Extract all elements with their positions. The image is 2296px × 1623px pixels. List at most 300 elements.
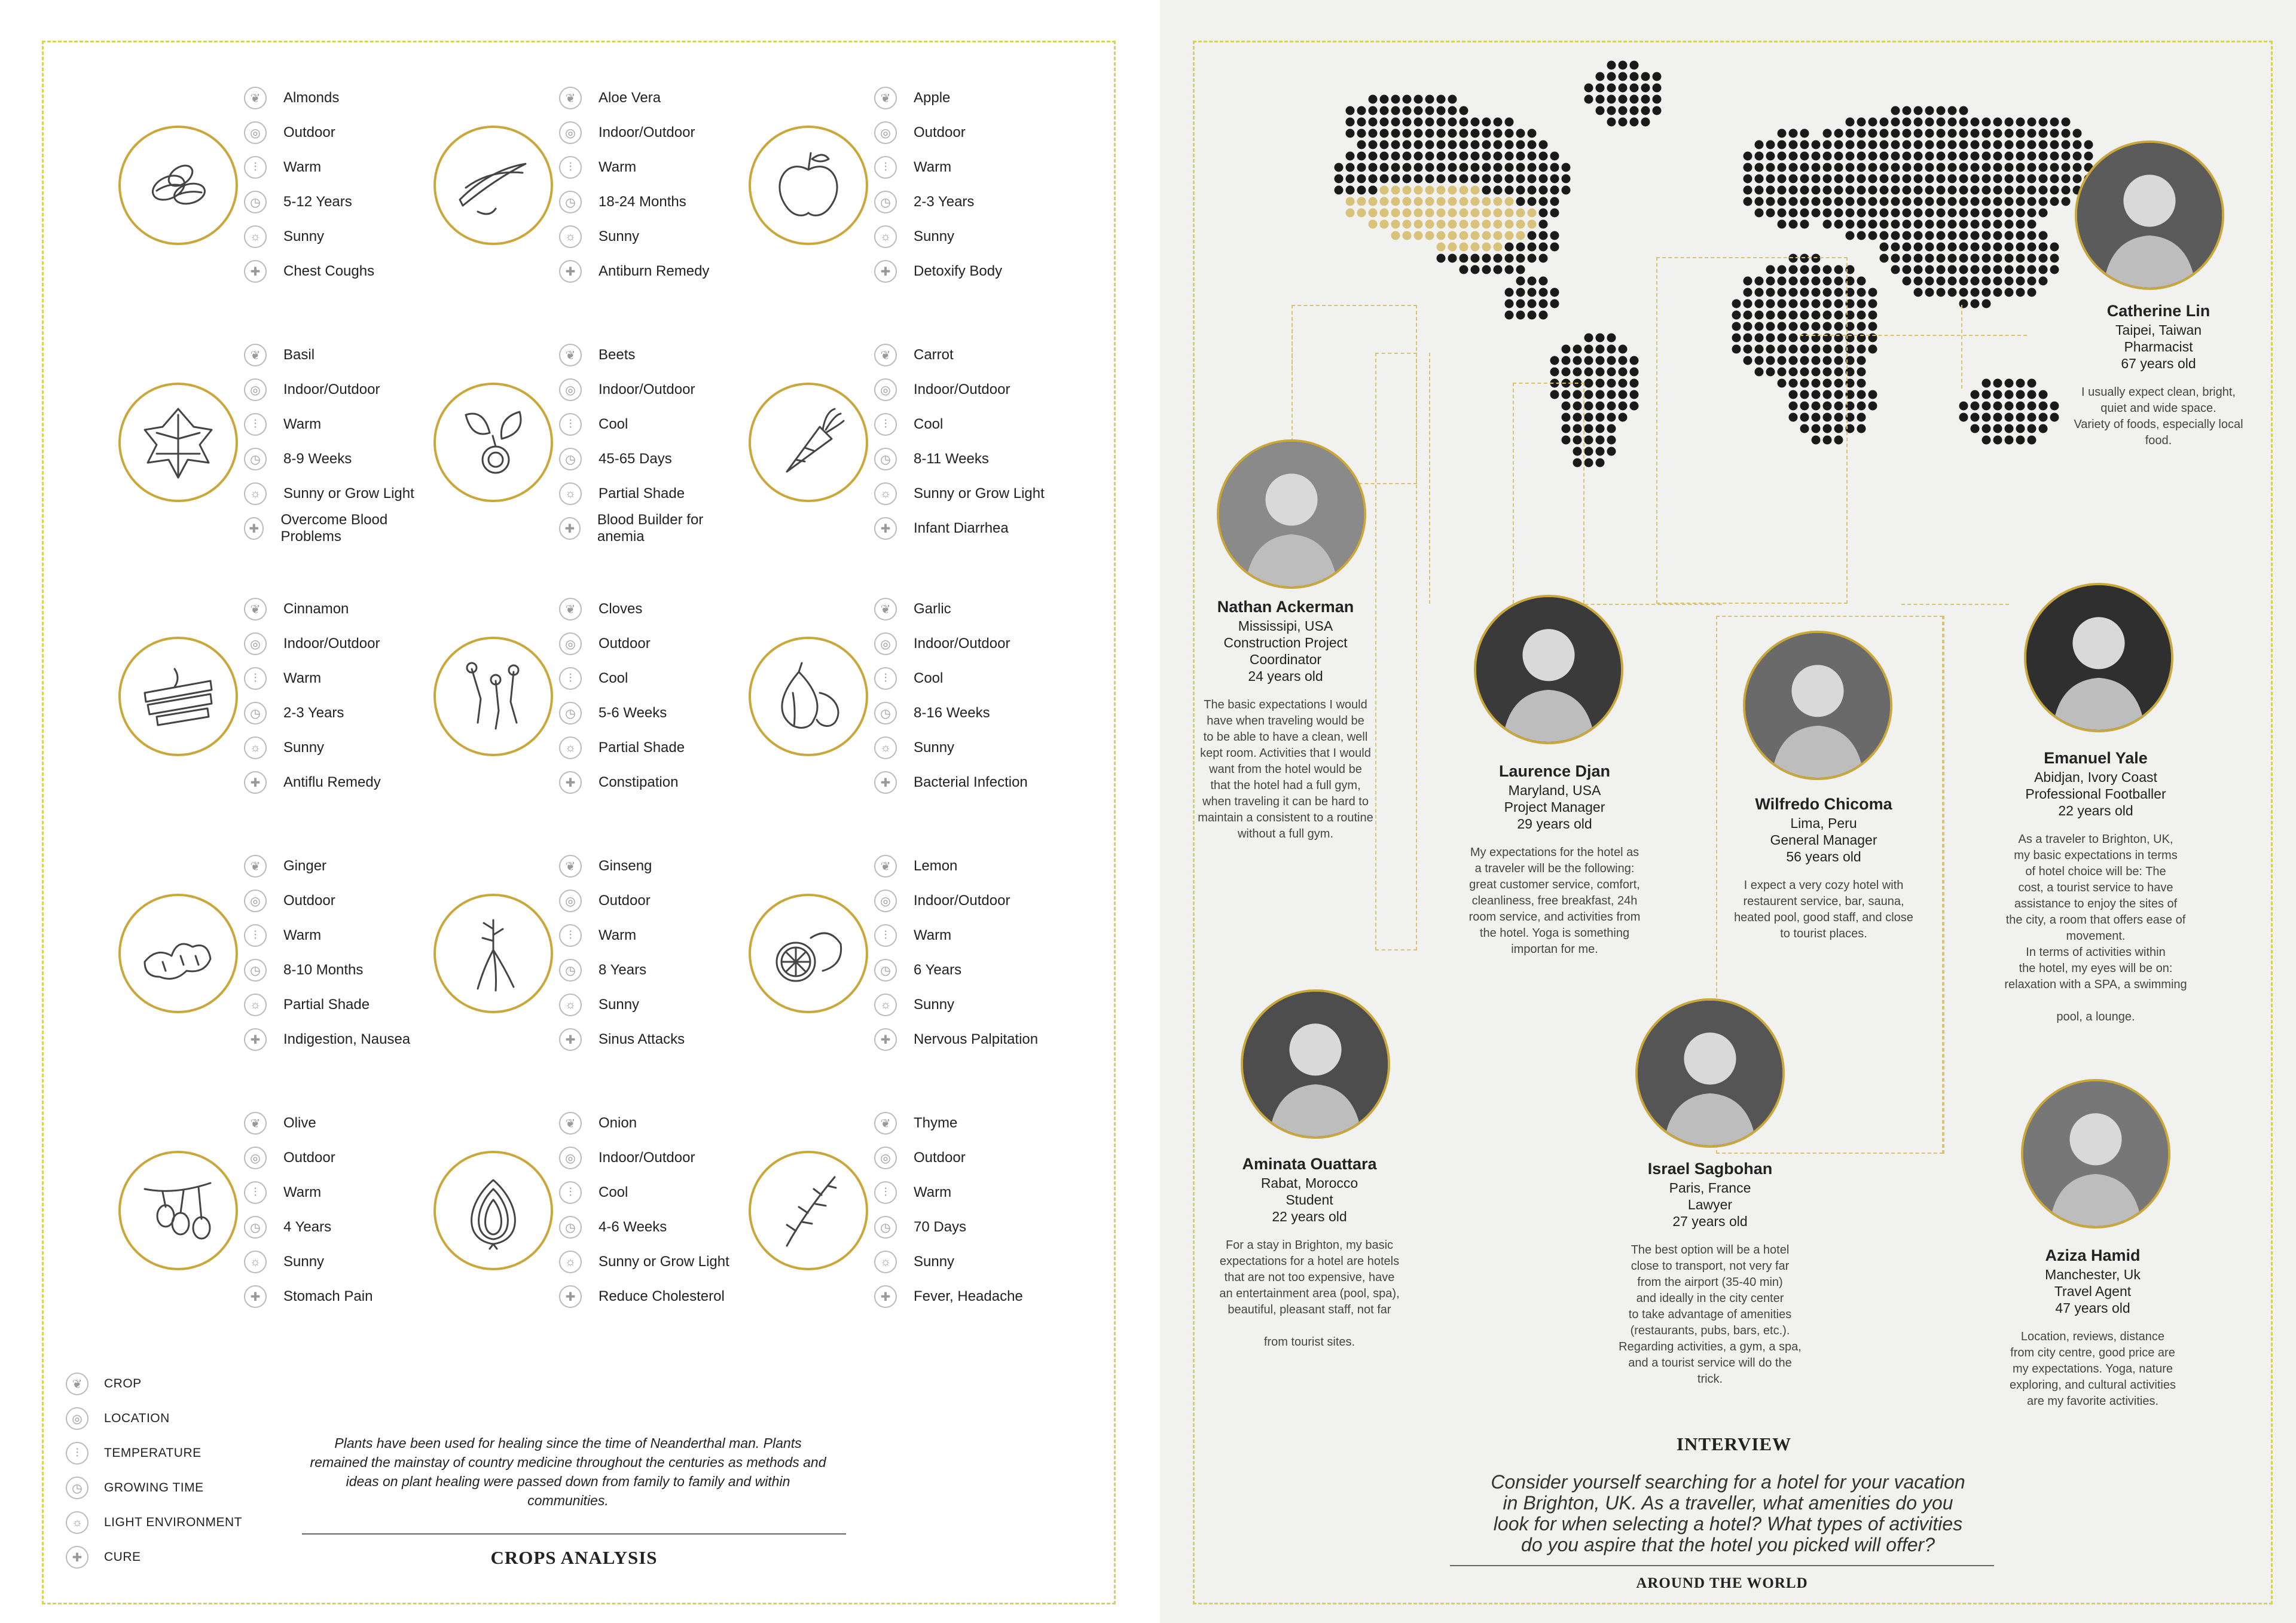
medical-cross-icon: ✚ — [244, 260, 267, 283]
crop-attribute-value: Aloe Vera — [599, 90, 661, 106]
crops-analysis-page — [0, 0, 1147, 1623]
legend-label: LIGHT ENVIRONMENT — [104, 1515, 242, 1529]
ginseng-icon — [454, 914, 533, 993]
crop-attribute — [874, 1178, 951, 1207]
person-silhouette-icon — [1745, 633, 1890, 778]
crop-attribute — [559, 768, 678, 797]
legend-label: TEMPERATURE — [104, 1446, 201, 1460]
crop-attribute — [559, 445, 672, 473]
person-silhouette-icon — [1476, 597, 1621, 742]
person-name: Laurence Djan — [1498, 762, 1611, 780]
thermometer-icon: ⫶ — [66, 1442, 88, 1465]
sun-icon: ☼ — [874, 482, 897, 505]
medical-cross-icon: ✚ — [66, 1546, 88, 1569]
crop-card — [433, 595, 744, 798]
quote-line: The best option will be a hotel — [1631, 1243, 1790, 1257]
crop-attribute — [874, 887, 1010, 915]
right-title-rule — [1450, 1565, 1994, 1566]
crop-illustration-ring — [433, 383, 553, 502]
crop-illustration-ring — [433, 637, 553, 756]
person-detail: Student — [1286, 1192, 1333, 1208]
crop-attribute-value: Thyme — [914, 1115, 958, 1131]
crop-attribute-value: Warm — [283, 416, 322, 432]
crop-attribute — [559, 1248, 729, 1276]
quote-line: I expect a very cozy hotel with — [1744, 879, 1904, 892]
crop-attribute — [874, 852, 957, 881]
quote-line: I usually expect clean, bright, — [2081, 386, 2236, 399]
intro-text: Plants have been used for healing since the time of Neanderthal man. Plants remained the mainstay of country medicine throughout the centuries as methods and ideas on plant healing were passed down from family to family and within communities. — [310, 1435, 826, 1508]
crop-attribute-value: 8-10 Months — [283, 962, 364, 978]
person-detail: 47 years old — [2055, 1300, 2130, 1316]
person-detail: Professional Footballer — [2025, 786, 2166, 802]
crop-card — [118, 852, 429, 1055]
person-detail: 29 years old — [1517, 816, 1592, 832]
quote-line: maintain a consistent to a routine — [1198, 811, 1373, 824]
crop-attribute — [874, 1282, 1023, 1311]
crop-attribute — [874, 188, 974, 216]
crop-attribute — [244, 733, 324, 762]
crop-attribute — [874, 956, 961, 985]
sun-icon: ☼ — [559, 482, 582, 505]
crop-attribute — [244, 852, 326, 881]
crop-attribute-value: Sunny — [914, 997, 955, 1013]
crop-attribute-value: 5-12 Years — [283, 194, 352, 210]
crop-attribute — [874, 222, 954, 251]
quote-line: expectations for a hotel are hotels — [1219, 1255, 1400, 1268]
quote-line: Variety of foods, especially local — [2074, 418, 2243, 431]
quote-line: want from the hotel would be — [1209, 763, 1362, 776]
crop-attribute-value: Onion — [599, 1115, 637, 1131]
quote-line: great customer service, comfort, — [1469, 878, 1640, 891]
crop-attribute — [559, 1213, 667, 1242]
crop-attribute — [874, 118, 966, 147]
person-detail: Project Manager — [1504, 799, 1605, 815]
clock-icon: ◷ — [559, 448, 582, 470]
crop-attribute-value: Outdoor — [914, 1150, 966, 1166]
quote-line: beautiful, pleasant staff, not far — [1228, 1303, 1391, 1316]
crop-illustration-ring — [749, 894, 868, 1013]
avatar — [1743, 631, 1892, 780]
leaf-icon: ❦ — [874, 344, 897, 366]
medical-cross-icon: ✚ — [244, 1028, 267, 1051]
connector-line — [1800, 335, 2027, 336]
leaf-icon: ❦ — [244, 1112, 267, 1135]
crop-attribute — [244, 629, 380, 658]
clock-icon: ◷ — [874, 1216, 897, 1239]
leaf-icon: ❦ — [244, 344, 267, 366]
crop-attribute-value: 4 Years — [283, 1219, 332, 1235]
crop-card — [749, 341, 1060, 544]
crop-attribute-value: Sunny or Grow Light — [599, 1254, 729, 1270]
crop-card — [118, 595, 429, 798]
clock-icon: ◷ — [874, 448, 897, 470]
person-detail: Construction Project — [1223, 635, 1348, 650]
avatar — [1217, 439, 1366, 589]
onion-icon — [454, 1171, 533, 1250]
medical-cross-icon: ✚ — [559, 517, 581, 540]
garlic-icon — [769, 657, 848, 736]
crop-attribute — [559, 410, 628, 439]
crop-attribute-value: Warm — [599, 159, 637, 175]
quote-line: cost, a tourist service to have — [2018, 881, 2173, 894]
crop-attribute — [559, 514, 744, 543]
crop-attribute-value: Garlic — [914, 601, 951, 617]
quote-line: food. — [2145, 434, 2172, 447]
medical-cross-icon: ✚ — [874, 771, 897, 794]
crop-attribute-value: Cinnamon — [283, 601, 349, 617]
crop-card — [433, 1109, 744, 1312]
thermometer-icon: ⫶ — [559, 413, 582, 436]
person-quote — [1698, 878, 1949, 942]
aloe-icon — [454, 146, 533, 225]
clock-icon: ◷ — [244, 959, 267, 982]
crop-attribute — [559, 629, 651, 658]
crop-illustration-ring — [118, 637, 238, 756]
person-detail: Lawyer — [1687, 1197, 1733, 1212]
crop-attribute-value: Antiflu Remedy — [283, 774, 381, 790]
quote-line: of hotel choice will be: The — [2025, 865, 2166, 878]
crop-attribute — [244, 956, 363, 985]
crop-attribute — [559, 733, 685, 762]
crop-attribute-value: Sunny — [599, 997, 640, 1013]
crop-attribute-value: Warm — [283, 159, 322, 175]
person-detail: Rabat, Morocco — [1260, 1175, 1358, 1191]
sun-icon: ☼ — [874, 225, 897, 248]
crop-attribute-value: 5-6 Weeks — [599, 705, 667, 721]
crop-attribute-value: Indoor/Outdoor — [283, 635, 380, 652]
medical-cross-icon: ✚ — [874, 517, 897, 540]
thermometer-icon: ⫶ — [874, 156, 897, 179]
question-line: do you aspire that the hotel you picked will offer? — [1521, 1534, 1935, 1555]
quote-line: the hotel, my eyes will be on: — [2019, 962, 2173, 975]
person-silhouette-icon — [2077, 143, 2222, 288]
person-detail: Mississipi, USA — [1238, 618, 1333, 634]
clock-icon: ◷ — [559, 1216, 582, 1239]
location-icon: ◎ — [244, 378, 267, 401]
crop-attribute-value: Sunny — [599, 228, 640, 244]
crop-card — [749, 84, 1060, 287]
crop-attribute — [244, 118, 335, 147]
crop-attribute-value: 8-11 Weeks — [914, 451, 989, 467]
avatar — [2075, 140, 2224, 290]
crop-attribute-value: Outdoor — [599, 635, 651, 652]
quote-line: the city, a room that offers ease of — [2005, 913, 2186, 927]
crop-attribute — [244, 887, 335, 915]
quote-line: from the airport (35-40 min) — [1637, 1276, 1783, 1289]
person-quote — [2033, 384, 2284, 449]
location-icon: ◎ — [874, 121, 897, 144]
legend-item — [66, 1542, 141, 1572]
person-quote — [1970, 832, 2221, 1025]
crop-attribute-value: Cool — [914, 416, 944, 432]
crop-attribute-value: 18-24 Months — [599, 194, 686, 210]
quote-line: exploring, and cultural activities — [2010, 1379, 2176, 1392]
location-icon: ◎ — [559, 1147, 582, 1169]
crop-attribute-value: Cool — [599, 1184, 628, 1200]
crop-attribute-value: 2-3 Years — [914, 194, 975, 210]
legend-label: LOCATION — [104, 1411, 170, 1425]
crop-attribute-value: Basil — [283, 347, 315, 363]
crop-attribute — [244, 341, 315, 369]
crop-attribute — [244, 1282, 373, 1311]
quote-line: from city centre, good price are — [2010, 1346, 2175, 1359]
crop-illustration-ring — [433, 894, 553, 1013]
crop-attribute-value: Bacterial Infection — [914, 774, 1028, 790]
crop-attribute — [874, 479, 1045, 508]
sun-icon: ☼ — [874, 736, 897, 759]
medical-cross-icon: ✚ — [874, 1285, 897, 1308]
location-icon: ◎ — [559, 890, 582, 912]
crop-attribute — [244, 1178, 321, 1207]
crop-attribute-value: Warm — [599, 927, 637, 943]
crop-attribute — [244, 257, 374, 286]
crop-attribute-value: Warm — [283, 927, 322, 943]
crop-attribute-value: Constipation — [599, 774, 679, 790]
crop-attribute — [559, 84, 661, 112]
crop-attribute-value: Sunny — [283, 1254, 325, 1270]
person-name: Nathan Ackerman — [1217, 598, 1354, 616]
crop-attribute-value: Partial Shade — [599, 485, 685, 502]
crop-attribute-value: Cool — [914, 670, 944, 686]
person-detail: 67 years old — [2121, 356, 2196, 371]
crop-attribute-value: Partial Shade — [283, 997, 370, 1013]
clock-icon: ◷ — [559, 191, 582, 213]
clock-icon: ◷ — [66, 1477, 88, 1499]
crop-attribute — [559, 341, 635, 369]
crop-attribute — [874, 768, 1028, 797]
crop-attribute — [874, 341, 954, 369]
crop-attribute-value: Warm — [914, 927, 952, 943]
interview-title: INTERVIEW — [1676, 1434, 1792, 1454]
crop-attribute-value: Overcome Blood Problems — [280, 512, 388, 545]
location-icon: ◎ — [874, 1147, 897, 1169]
crop-attribute — [559, 595, 642, 623]
thyme-icon — [769, 1171, 848, 1250]
almond-icon — [139, 146, 218, 225]
crop-attribute — [559, 664, 628, 693]
question-line: Consider yourself searching for a hotel for your vacation — [1491, 1471, 1965, 1493]
crop-attribute — [244, 153, 321, 182]
sun-icon: ☼ — [66, 1511, 88, 1534]
person-detail: Coordinator — [1249, 652, 1322, 667]
person-name: Aziza Hamid — [2045, 1246, 2141, 1264]
crop-attribute-value: Partial Shade — [599, 739, 685, 756]
crop-illustration-ring — [118, 383, 238, 502]
quote-line: cleanliness, free breakfast, 24h — [1471, 894, 1638, 907]
crop-attribute — [244, 921, 321, 950]
leaf-icon: ❦ — [559, 598, 582, 621]
person-silhouette-icon — [2026, 585, 2171, 730]
crop-illustration-ring — [749, 1151, 868, 1270]
clock-icon: ◷ — [874, 702, 897, 725]
quote-line: and ideally in the city center — [1636, 1292, 1784, 1305]
leaf-icon: ❦ — [559, 855, 582, 878]
quote-line: The basic expectations I would — [1204, 698, 1367, 711]
crop-attribute — [874, 1109, 957, 1138]
crop-illustration-ring — [118, 894, 238, 1013]
location-icon: ◎ — [874, 890, 897, 912]
medical-cross-icon: ✚ — [559, 1285, 582, 1308]
quote-line: As a traveler to Brighton, UK, — [2018, 833, 2173, 846]
legend-item — [66, 1438, 201, 1468]
crop-attribute — [244, 1248, 324, 1276]
leaf-icon: ❦ — [874, 855, 897, 878]
crop-illustration-ring — [433, 126, 553, 245]
location-icon: ◎ — [244, 890, 267, 912]
crop-attribute-value: Sunny — [283, 739, 325, 756]
quote-line: to take advantage of amenities — [1628, 1308, 1792, 1321]
olive-icon — [139, 1171, 218, 1250]
leaf-icon: ❦ — [874, 1112, 897, 1135]
medical-cross-icon: ✚ — [559, 1028, 582, 1051]
sun-icon: ☼ — [244, 1251, 267, 1273]
crop-attribute — [874, 1144, 966, 1172]
cinnamon-icon — [139, 657, 218, 736]
crop-attribute — [244, 514, 429, 543]
crop-attribute-value: Sunny — [914, 1254, 955, 1270]
leaf-icon: ❦ — [559, 1112, 582, 1135]
crop-attribute — [244, 445, 352, 473]
crop-attribute-value: Detoxify Body — [914, 263, 1003, 279]
thermometer-icon: ⫶ — [244, 156, 267, 179]
location-icon: ◎ — [874, 632, 897, 655]
location-icon: ◎ — [874, 378, 897, 401]
person-detail: 22 years old — [2058, 803, 2133, 818]
quote-line: pool, a lounge. — [2056, 1010, 2135, 1023]
connector-line — [1901, 604, 2009, 605]
thermometer-icon: ⫶ — [559, 156, 582, 179]
crop-attribute-value: Sunny — [283, 228, 325, 244]
crop-attribute-value: 70 Days — [914, 1219, 967, 1235]
crop-card — [118, 1109, 429, 1312]
avatar — [1474, 595, 1623, 744]
person-silhouette-icon — [1243, 992, 1388, 1136]
crop-attribute-value: Apple — [914, 90, 951, 106]
crop-card — [118, 84, 429, 287]
crop-attribute-value: Stomach Pain — [283, 1288, 373, 1304]
medical-cross-icon: ✚ — [244, 1285, 267, 1308]
quote-line: room service, and activities from — [1468, 910, 1641, 924]
quote-line: My expectations for the hotel as — [1470, 846, 1639, 859]
quote-line: and a tourist service will do the — [1628, 1356, 1792, 1370]
quote-line: For a stay in Brighton, my basic — [1225, 1239, 1394, 1252]
crop-attribute — [874, 84, 950, 112]
person-detail: 24 years old — [1248, 668, 1323, 684]
crop-attribute — [244, 768, 381, 797]
person-silhouette-icon — [2023, 1081, 2168, 1226]
connector-line — [1292, 305, 1293, 371]
crop-attribute — [874, 595, 951, 623]
crop-attribute-value: Blood Builder for anemia — [597, 512, 704, 545]
quote-line: when traveling it can be hard to — [1202, 795, 1369, 808]
crop-attribute — [874, 1025, 1038, 1054]
crop-attribute-value: Lemon — [914, 858, 958, 874]
clock-icon: ◷ — [244, 1216, 267, 1239]
quote-line: In terms of activities within — [2026, 946, 2166, 959]
person-detail: Maryland, USA — [1508, 783, 1601, 798]
connector-line — [1429, 353, 1430, 604]
crop-attribute-value: Almonds — [283, 90, 340, 106]
avatar — [2021, 1079, 2170, 1228]
crop-illustration-ring — [118, 126, 238, 245]
crop-attribute-value: Indoor/Outdoor — [599, 124, 695, 140]
left-title-rule — [302, 1533, 846, 1535]
crop-attribute — [244, 188, 352, 216]
quote-line: assistance to enjoy the sites of — [2014, 897, 2178, 910]
crop-attribute-value: Warm — [914, 1184, 952, 1200]
crop-attribute — [244, 1109, 316, 1138]
thermometer-icon: ⫶ — [244, 1181, 267, 1204]
person-detail: 56 years old — [1786, 849, 1861, 864]
clock-icon: ◷ — [874, 959, 897, 982]
crop-attribute-value: Warm — [283, 1184, 322, 1200]
crop-attribute — [874, 257, 1002, 286]
person-detail: Manchester, Uk — [2045, 1267, 2141, 1282]
crop-attribute-value: Sinus Attacks — [599, 1031, 685, 1047]
legend-item — [66, 1369, 142, 1399]
crop-attribute-value: 8-16 Weeks — [914, 705, 990, 721]
crop-attribute-value: Outdoor — [283, 1150, 335, 1166]
leaf-icon: ❦ — [244, 87, 267, 109]
basil-icon — [139, 403, 218, 482]
thermometer-icon: ⫶ — [874, 1181, 897, 1204]
leaf-icon: ❦ — [559, 344, 582, 366]
crop-attribute-value: Beets — [599, 347, 636, 363]
crop-illustration-ring — [118, 1151, 238, 1270]
crop-attribute-value: 6 Years — [914, 962, 962, 978]
lemon-icon — [769, 914, 848, 993]
crop-attribute-value: 8-9 Weeks — [283, 451, 352, 467]
crop-card — [118, 341, 429, 544]
thermometer-icon: ⫶ — [559, 924, 582, 947]
interview-question — [1399, 1472, 2057, 1555]
crop-attribute — [559, 375, 695, 404]
crop-attribute — [874, 375, 1010, 404]
crop-attribute-value: Indoor/Outdoor — [599, 1150, 695, 1166]
person-detail: 27 years old — [1672, 1214, 1748, 1229]
person-detail: Travel Agent — [2054, 1283, 2132, 1299]
sun-icon: ☼ — [559, 736, 582, 759]
crop-attribute — [874, 921, 951, 950]
crop-attribute-value: Indoor/Outdoor — [914, 381, 1010, 398]
quote-line: to be able to have a clean, well — [1203, 730, 1368, 744]
person-quote — [1190, 1237, 1429, 1350]
crop-attribute — [244, 375, 380, 404]
crop-attribute-value: Indigestion, Nausea — [283, 1031, 411, 1047]
quote-line: an entertainment area (pool, spa), — [1219, 1287, 1400, 1300]
crop-attribute — [874, 991, 954, 1019]
connector-line — [1961, 305, 1962, 389]
leaf-icon: ❦ — [66, 1373, 88, 1395]
medical-cross-icon: ✚ — [874, 1028, 897, 1051]
quote-line: importan for me. — [1511, 943, 1598, 956]
crop-attribute — [559, 118, 695, 147]
quote-line: (restaurants, pubs, bars, etc.). — [1630, 1324, 1790, 1337]
legend-item — [66, 1508, 242, 1538]
crop-attribute — [559, 1178, 628, 1207]
crop-attribute — [559, 956, 646, 985]
medical-cross-icon: ✚ — [559, 260, 582, 283]
thermometer-icon: ⫶ — [559, 1181, 582, 1204]
location-icon: ◎ — [244, 632, 267, 655]
crop-attribute-value: Outdoor — [599, 893, 651, 909]
crops-analysis-title: CROPS ANALYSIS — [490, 1547, 658, 1568]
quote-line: restaurent service, bar, sauna, — [1743, 895, 1904, 908]
crop-attribute-value: Ginger — [283, 858, 327, 874]
location-icon: ◎ — [244, 1147, 267, 1169]
thermometer-icon: ⫶ — [874, 413, 897, 436]
medical-cross-icon: ✚ — [244, 517, 264, 540]
